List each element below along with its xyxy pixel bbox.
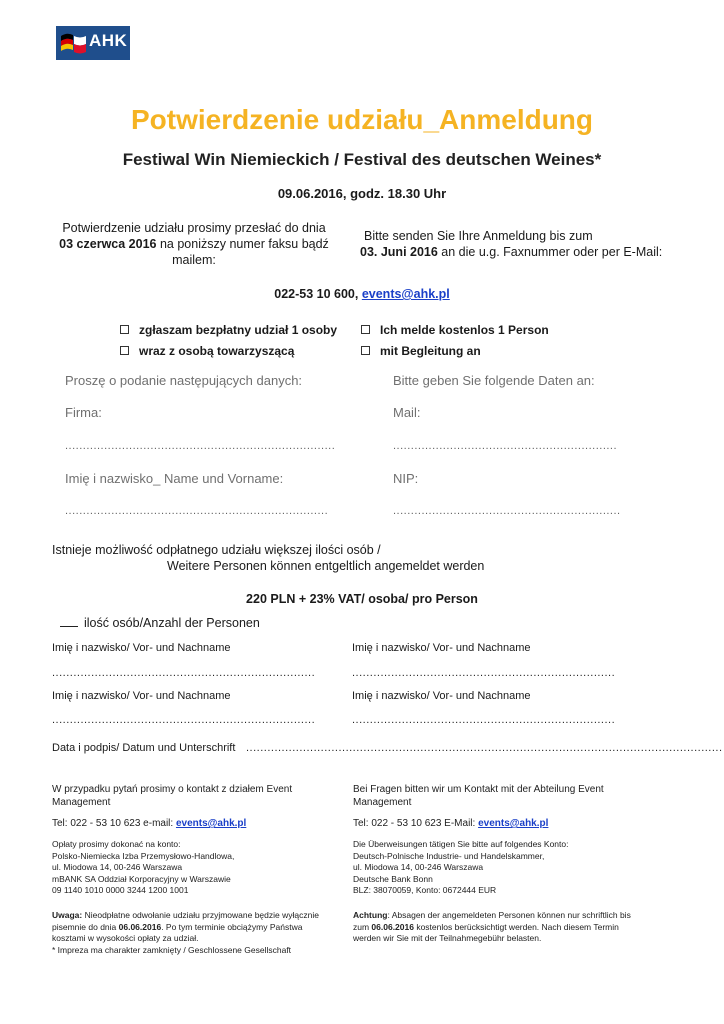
bank-de-line: Die Überweisungen tätigen Sie bitte auf folgendes Konto: xyxy=(353,839,569,849)
person-1-field[interactable]: .......................................................................... xyxy=(52,667,316,679)
footer-questions-de: Bei Fragen bitten wir um Kontakt mit der Abteilung Event Management xyxy=(353,784,604,808)
warning-pl-label: Uwaga: xyxy=(52,910,83,920)
intro-de-line2 xyxy=(360,244,690,260)
footer-warning-de xyxy=(353,910,631,945)
bank-de-line: BLZ: 38070059, Konto: 0672444 EUR xyxy=(353,885,497,895)
event-subtitle: Festiwal Win Niemieckich / Festival des deutschen Weines* xyxy=(122,150,602,169)
bank-pl-line: mBANK SA Oddział Korporacyjny w Warszawie xyxy=(52,873,231,884)
closed-event-note: * Impreza ma charakter zamknięty / Geschlossene Gesellschaft xyxy=(52,944,292,955)
person-count-label: ilość osób/Anzahl der Personen xyxy=(84,616,260,630)
name-field[interactable]: .......................................................................... xyxy=(65,505,329,517)
checkbox-label: zgłaszam bezpłatny udział 1 osoby xyxy=(139,323,338,337)
person-count-field[interactable] xyxy=(60,617,78,627)
warning-de-date: 06.06.2016 xyxy=(371,921,414,932)
checkbox-free-one-person-pl[interactable] xyxy=(120,323,337,337)
person-1-label: Imię i nazwisko/ Vor- und Nachname xyxy=(52,642,231,654)
data-request-de: Bitte geben Sie folgende Daten an: xyxy=(393,373,595,388)
bank-pl-line: ul. Miodowa 14, 00-246 Warszawa xyxy=(52,862,183,872)
person-4-label: Imię i nazwisko/ Vor- und Nachname xyxy=(352,690,531,702)
bank-pl-line: Opłaty prosimy dokonać na konto: xyxy=(52,839,181,849)
checkbox-label: mit Begleitung an xyxy=(380,344,481,358)
intro-de-line2-rest: an die u.g. Faxnummer oder per E-Mail: xyxy=(437,245,663,259)
paid-participation-de: Weitere Personen können entgeltlich angemeldet werden xyxy=(167,559,485,573)
data-request-pl: Proszę o podanie następujących danych: xyxy=(65,373,303,388)
person-count-row xyxy=(60,616,260,630)
checkbox-label: Ich melde kostenlos 1 Person xyxy=(380,323,549,337)
warning-pl-line2c: . Po tym terminie obciążymy Państwa xyxy=(161,921,303,932)
checkbox-icon[interactable] xyxy=(361,325,370,334)
signature-field[interactable]: ...................................................................................................................................... xyxy=(246,742,723,754)
event-date: 09.06.2016, godz. 18.30 Uhr xyxy=(277,186,447,201)
warning-pl-date: 06.06.2016 xyxy=(118,921,162,932)
name-label: Imię i nazwisko_ Name und Vorname: xyxy=(65,471,284,486)
intro-pl-line2-rest: na poniższy numer faksu bądź xyxy=(156,237,329,251)
checkbox-icon[interactable] xyxy=(120,325,129,334)
contact-line xyxy=(0,287,724,301)
intro-pl-line1: Potwierdzenie udziału prosimy przesłać do dnia xyxy=(62,221,326,235)
person-3-label: Imię i nazwisko/ Vor- und Nachname xyxy=(52,690,231,702)
intro-polish xyxy=(44,220,344,268)
ahk-logo xyxy=(56,26,130,60)
bank-de-line: Deutsche Bank Bonn xyxy=(353,873,433,884)
footer-email-pl-link[interactable]: events@ahk.pl xyxy=(175,818,247,829)
checkbox-icon[interactable] xyxy=(361,346,370,355)
nip-label: NIP: xyxy=(393,471,419,486)
bank-de-line: ul. Miodowa 14, 00-246 Warszawa xyxy=(353,862,484,872)
footer-warning-pl xyxy=(52,910,319,956)
mail-label: Mail: xyxy=(393,405,421,420)
person-3-field[interactable]: .......................................................................... xyxy=(52,714,316,726)
flag-icon xyxy=(59,30,87,56)
checkbox-with-companion-de[interactable] xyxy=(361,344,481,358)
logo-text: AHK xyxy=(89,31,128,50)
intro-pl-line3: mailem: xyxy=(172,253,216,267)
footer-tel-de-text: Tel: 022 - 53 10 623 E-Mail: xyxy=(353,818,479,829)
warning-pl-line3: kosztami w wysokości opłaty za udział. xyxy=(52,933,199,943)
nip-field[interactable]: ................................................................ xyxy=(393,505,621,517)
intro-de-deadline: 03. Juni 2016 xyxy=(360,245,438,259)
intro-german xyxy=(360,228,690,260)
person-4-field[interactable]: .......................................................................... xyxy=(352,714,616,726)
intro-pl-deadline: 03 czerwca 2016 xyxy=(59,237,157,251)
company-field[interactable]: ............................................................................ xyxy=(65,440,336,452)
bank-de-line: Deutsch-Polnische Industrie- und Handelskammer, xyxy=(353,850,545,861)
footer-email-de-link[interactable]: events@ahk.pl xyxy=(478,818,549,829)
footer-tel-pl xyxy=(52,817,246,830)
footer-tel-pl-text: Tel: 022 - 53 10 623 e-mail: xyxy=(52,818,176,829)
mail-field[interactable]: ............................................................... xyxy=(393,440,618,452)
page-title: Potwierdzenie udziału_Anmeldung xyxy=(130,104,594,135)
footer-bank-de xyxy=(353,839,568,897)
fax-number: 022-53 10 600, xyxy=(274,287,362,301)
warning-de-line2c: kostenlos berücksichtigt werden. Nach diesem Termin xyxy=(413,921,619,932)
warning-de-label: Achtung xyxy=(353,910,388,920)
bank-pl-line: 09 1140 1010 0000 3244 1200 1001 xyxy=(52,885,189,895)
intro-de-line1: Bitte senden Sie Ihre Anmeldung bis zum xyxy=(364,229,593,243)
warning-pl-line1: Nieodpłatne odwołanie udziału przyjmowane będzie wyłącznie xyxy=(82,910,319,920)
person-2-field[interactable]: .......................................................................... xyxy=(352,667,616,679)
footer-questions-pl: W przypadku pytań prosimy o kontakt z działem Event Management xyxy=(52,784,293,808)
checkbox-label: wraz z osobą towarzyszącą xyxy=(139,344,295,358)
price-line: 220 PLN + 23% VAT/ osoba/ pro Person xyxy=(246,592,478,606)
warning-de-line2a: zum xyxy=(353,921,372,932)
warning-pl-line2a: pisemnie do dnia xyxy=(52,921,119,932)
checkbox-free-one-person-de[interactable] xyxy=(361,323,549,337)
signature-label: Data i podpis/ Datum und Unterschrift xyxy=(52,742,236,754)
warning-de-line3: werden wir Sie mit der Teilnahmegebühr belasten. xyxy=(353,933,542,943)
paid-participation-pl: Istnieje możliwość odpłatnego udziału większej ilości osób / xyxy=(52,543,381,557)
intro-pl-line2 xyxy=(44,236,344,252)
contact-email-link[interactable]: events@ahk.pl xyxy=(361,287,450,301)
checkbox-with-companion-pl[interactable] xyxy=(120,344,294,358)
company-label: Firma: xyxy=(65,405,102,420)
footer-bank-pl xyxy=(52,839,234,897)
checkbox-icon[interactable] xyxy=(120,346,129,355)
warning-de-line1: : Absagen der angemeldeten Personen können nur schriftlich bis xyxy=(387,910,631,920)
bank-pl-line: Polsko-Niemiecka Izba Przemysłowo-Handlowa, xyxy=(52,850,235,861)
person-2-label: Imię i nazwisko/ Vor- und Nachname xyxy=(352,642,531,654)
footer-tel-de xyxy=(353,817,548,830)
